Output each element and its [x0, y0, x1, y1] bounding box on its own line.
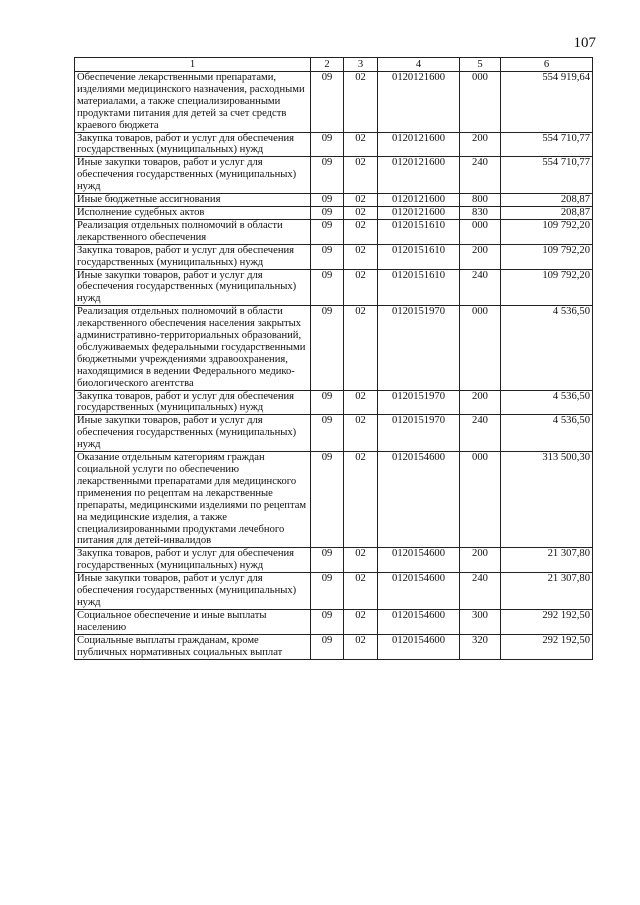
cell-expense-kind: 320	[460, 634, 501, 659]
column-header-expense-kind: 5	[460, 58, 501, 72]
cell-target-article: 0120154600	[378, 573, 460, 610]
cell-amount: 313 500,30	[501, 452, 593, 548]
column-header-section: 2	[311, 58, 344, 72]
table-row	[75, 157, 593, 194]
cell-expense-kind: 200	[460, 132, 501, 157]
cell-amount: 554 710,77	[501, 132, 593, 157]
cell-section: 09	[311, 72, 344, 133]
cell-target-article: 0120151610	[378, 219, 460, 244]
cell-section: 09	[311, 132, 344, 157]
cell-section: 09	[311, 573, 344, 610]
cell-subsection: 02	[344, 548, 378, 573]
cell-subsection: 02	[344, 452, 378, 548]
cell-subsection: 02	[344, 573, 378, 610]
cell-name: Иные закупки товаров, работ и услуг для обеспечения государственных (муниципальных) нужд	[75, 269, 311, 306]
cell-name: Реализация отдельных полномочий в области лекарственного обеспечения населения закрытых административно-территориальных образований, обслуживаемых федеральными государственными бюджетными учреждениями здравоохранения, находящимися в ведении Федерального медико-биологического агентства	[75, 306, 311, 390]
table-row	[75, 390, 593, 415]
table-row	[75, 132, 593, 157]
cell-expense-kind: 200	[460, 548, 501, 573]
table-row	[75, 219, 593, 244]
cell-amount: 109 792,20	[501, 219, 593, 244]
cell-expense-kind: 800	[460, 194, 501, 207]
page-number: 107	[573, 35, 596, 51]
cell-name: Социальное обеспечение и иные выплаты населению	[75, 609, 311, 634]
cell-amount: 208,87	[501, 194, 593, 207]
cell-target-article: 0120154600	[378, 452, 460, 548]
table-row	[75, 206, 593, 219]
table-header	[75, 58, 593, 72]
cell-subsection: 02	[344, 219, 378, 244]
cell-amount: 554 710,77	[501, 157, 593, 194]
table-body	[75, 72, 593, 660]
cell-amount: 4 536,50	[501, 306, 593, 390]
table-row	[75, 609, 593, 634]
cell-expense-kind: 240	[460, 269, 501, 306]
cell-name: Иные бюджетные ассигнования	[75, 194, 311, 207]
cell-target-article: 0120151970	[378, 390, 460, 415]
cell-amount: 292 192,50	[501, 634, 593, 659]
table-row	[75, 306, 593, 390]
cell-name: Социальные выплаты гражданам, кроме публичных нормативных социальных выплат	[75, 634, 311, 659]
cell-amount: 109 792,20	[501, 244, 593, 269]
cell-subsection: 02	[344, 634, 378, 659]
cell-section: 09	[311, 609, 344, 634]
cell-expense-kind: 200	[460, 244, 501, 269]
column-header-subsection: 3	[344, 58, 378, 72]
cell-expense-kind: 830	[460, 206, 501, 219]
table-row	[75, 634, 593, 659]
cell-name: Реализация отдельных полномочий в области лекарственного обеспечения	[75, 219, 311, 244]
cell-expense-kind: 000	[460, 72, 501, 133]
column-header-amount: 6	[501, 58, 593, 72]
cell-amount: 208,87	[501, 206, 593, 219]
table-row	[75, 72, 593, 133]
cell-section: 09	[311, 390, 344, 415]
cell-target-article: 0120151610	[378, 244, 460, 269]
header-row	[75, 58, 593, 72]
cell-target-article: 0120121600	[378, 157, 460, 194]
cell-subsection: 02	[344, 306, 378, 390]
table-row	[75, 548, 593, 573]
cell-target-article: 0120151970	[378, 415, 460, 452]
table-row	[75, 244, 593, 269]
cell-expense-kind: 240	[460, 415, 501, 452]
cell-amount: 21 307,80	[501, 548, 593, 573]
cell-section: 09	[311, 157, 344, 194]
cell-expense-kind: 200	[460, 390, 501, 415]
column-header-name: 1	[75, 58, 311, 72]
cell-target-article: 0120121600	[378, 194, 460, 207]
cell-amount: 554 919,64	[501, 72, 593, 133]
budget-table	[74, 57, 593, 660]
cell-section: 09	[311, 306, 344, 390]
cell-name: Обеспечение лекарственными препаратами, изделиями медицинского назначения, расходными материалами, а также специализированными продуктами питания для детей за счет средств краевого бюджета	[75, 72, 311, 133]
cell-amount: 109 792,20	[501, 269, 593, 306]
cell-target-article: 0120151610	[378, 269, 460, 306]
cell-name: Закупка товаров, работ и услуг для обеспечения государственных (муниципальных) нужд	[75, 132, 311, 157]
cell-target-article: 0120151970	[378, 306, 460, 390]
cell-subsection: 02	[344, 269, 378, 306]
column-header-target-article: 4	[378, 58, 460, 72]
cell-expense-kind: 240	[460, 573, 501, 610]
cell-amount: 21 307,80	[501, 573, 593, 610]
cell-expense-kind: 240	[460, 157, 501, 194]
table-row	[75, 269, 593, 306]
cell-target-article: 0120121600	[378, 72, 460, 133]
cell-subsection: 02	[344, 132, 378, 157]
cell-subsection: 02	[344, 244, 378, 269]
cell-subsection: 02	[344, 390, 378, 415]
cell-expense-kind: 000	[460, 306, 501, 390]
cell-name: Иные закупки товаров, работ и услуг для обеспечения государственных (муниципальных) нужд	[75, 415, 311, 452]
cell-section: 09	[311, 452, 344, 548]
cell-amount: 4 536,50	[501, 390, 593, 415]
cell-name: Иные закупки товаров, работ и услуг для обеспечения государственных (муниципальных) нужд	[75, 157, 311, 194]
cell-target-article: 0120154600	[378, 609, 460, 634]
cell-name: Иные закупки товаров, работ и услуг для обеспечения государственных (муниципальных) нужд	[75, 573, 311, 610]
cell-section: 09	[311, 206, 344, 219]
cell-expense-kind: 000	[460, 219, 501, 244]
cell-expense-kind: 000	[460, 452, 501, 548]
cell-name: Закупка товаров, работ и услуг для обеспечения государственных (муниципальных) нужд	[75, 390, 311, 415]
cell-subsection: 02	[344, 194, 378, 207]
cell-section: 09	[311, 194, 344, 207]
cell-target-article: 0120154600	[378, 634, 460, 659]
cell-target-article: 0120121600	[378, 132, 460, 157]
cell-section: 09	[311, 269, 344, 306]
cell-subsection: 02	[344, 72, 378, 133]
cell-subsection: 02	[344, 415, 378, 452]
cell-expense-kind: 300	[460, 609, 501, 634]
cell-amount: 4 536,50	[501, 415, 593, 452]
cell-section: 09	[311, 415, 344, 452]
cell-name: Закупка товаров, работ и услуг для обеспечения государственных (муниципальных) нужд	[75, 548, 311, 573]
cell-subsection: 02	[344, 157, 378, 194]
table-row	[75, 415, 593, 452]
table-row	[75, 452, 593, 548]
cell-section: 09	[311, 548, 344, 573]
cell-amount: 292 192,50	[501, 609, 593, 634]
cell-target-article: 0120121600	[378, 206, 460, 219]
cell-subsection: 02	[344, 609, 378, 634]
cell-section: 09	[311, 219, 344, 244]
cell-subsection: 02	[344, 206, 378, 219]
cell-target-article: 0120154600	[378, 548, 460, 573]
cell-section: 09	[311, 244, 344, 269]
table-row	[75, 194, 593, 207]
table-row	[75, 573, 593, 610]
cell-name: Оказание отдельным категориям граждан социальной услуги по обеспечению лекарственными препаратами для медицинского применения по рецептам на лекарственные препараты, медицинскими изделиями по рецептам на медицинские изделия, а также специализированными продуктами лечебного питания для детей-инвалидов	[75, 452, 311, 548]
cell-name: Закупка товаров, работ и услуг для обеспечения государственных (муниципальных) нужд	[75, 244, 311, 269]
cell-name: Исполнение судебных актов	[75, 206, 311, 219]
cell-section: 09	[311, 634, 344, 659]
